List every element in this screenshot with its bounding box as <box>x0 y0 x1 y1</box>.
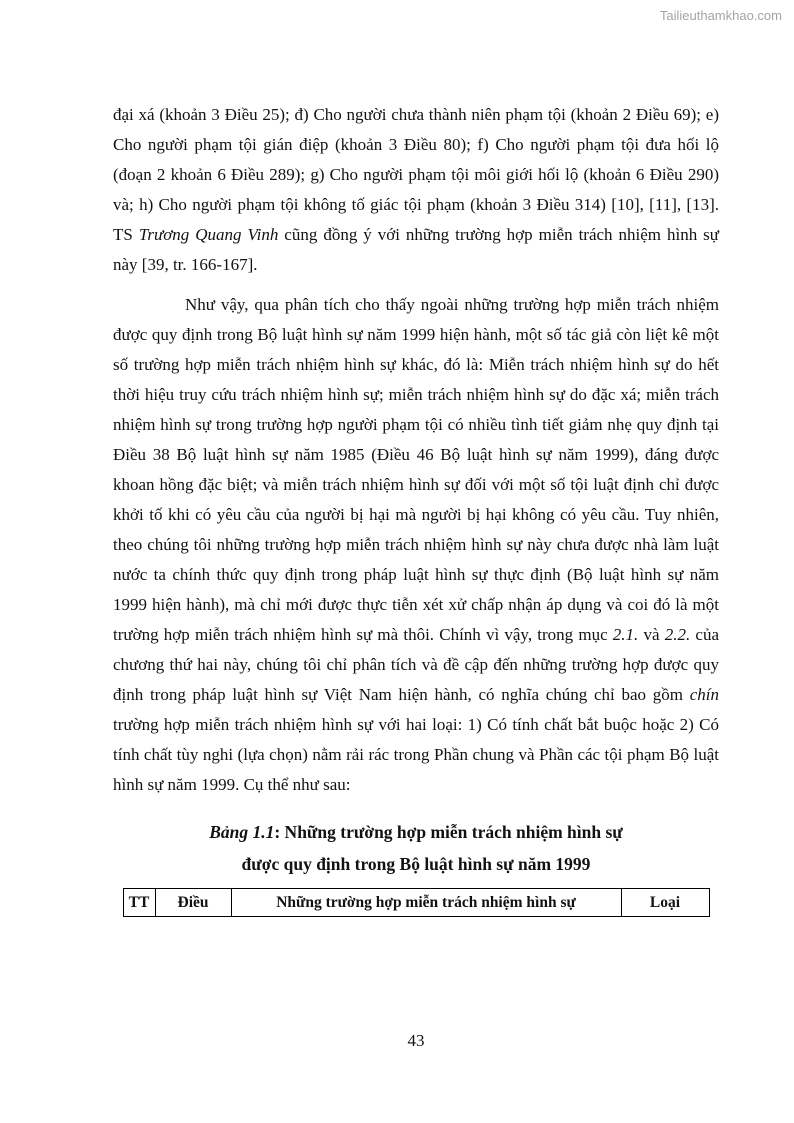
p1-text-1: đại xá (khoản 3 Điều 25); đ) Cho người chưa thành niên phạm tội (khoản 2 Điều 69); e) Cho người phạm tội gián điệp (khoản 3 Điều 80); f) Cho người phạm tội đưa hối lộ (đoạn 2 khoản 6 Điều 289); g) Cho người phạm tội môi giới hối lộ (khoản 6 Điều 290) và; h) Cho người phạm tội không tố giác tội phạm (khoản 3 Điều 314) [10], [11], [13]. TS <box>113 105 719 244</box>
watermark-text: Tailieuthamkhao.com <box>659 8 782 23</box>
table-head <box>123 889 709 917</box>
p1-author-name: Trương Quang Vinh <box>138 225 279 244</box>
p2-text-4: trường hợp miễn trách nhiệm hình sự với hai loại: 1) Có tính chất bắt buộc hoặc 2) Có tính chất tùy nghi (lựa chọn) nằm rải rác trong Phần chung và Phần các tội phạm Bộ luật hình sự năm 1999. Cụ thể như sau: <box>113 715 719 794</box>
p2-section-ref-1: 2.1. <box>612 625 639 644</box>
page-number: 43 <box>407 1031 425 1050</box>
p2-text-2: và <box>638 625 665 644</box>
table-header-cases: Những trường hợp miễn trách nhiệm hình sự <box>231 889 621 917</box>
page-content <box>113 100 719 917</box>
table-header-tt: TT <box>123 889 155 917</box>
table-caption-title: : Những trường hợp miễn trách nhiệm hình sự <box>274 822 623 842</box>
table-caption <box>113 816 719 880</box>
table-caption-line1 <box>113 816 719 848</box>
p2-text-3: của chương thứ hai này, chúng tôi chỉ phân tích và đề cập đến những trường hợp được quy định trong pháp luật hình sự Việt Nam hiện hành, có nghĩa chúng chỉ bao gồm <box>113 625 719 704</box>
paragraph-analysis <box>113 290 719 800</box>
paragraph-continuation <box>113 100 719 280</box>
table-header-row <box>123 889 709 917</box>
table-header-loai: Loại <box>621 889 709 917</box>
table-caption-label: Bảng 1.1 <box>209 822 275 842</box>
p1-text-2: cũng đồng ý với những trường hợp miễn trách nhiệm hình sự này [39, tr. 166-167]. <box>113 225 719 274</box>
p2-text-1: Như vậy, qua phân tích cho thấy ngoài những trường hợp miễn trách nhiệm được quy định trong Bộ luật hình sự năm 1999 hiện hành, một số tác giả còn liệt kê một số trường hợp miễn trách nhiệm hình sự khác, đó là: Miễn trách nhiệm hình sự do hết thời hiệu truy cứu trách nhiệm hình sự; miễn trách nhiệm hình sự do đặc xá; miễn trách nhiệm hình sự trong trường hợp người phạm tội có nhiều tình tiết giảm nhẹ quy định tại Điều 38 Bộ luật hình sự năm 1985 (Điều 46 Bộ luật hình sự năm 1999), đáng được khoan hồng đặc biệt; và miễn trách nhiệm hình sự đối với một số tội luật định chỉ được khởi tố khi có yêu cầu của người bị hại mà người bị hại không có yêu cầu. Tuy nhiên, theo chúng tôi những trường hợp miễn trách nhiệm hình sự này chưa được nhà làm luật nước ta chính thức quy định trong pháp luật hình sự thực định (Bộ luật hình sự năm 1999 hiện hành), mà chỉ mới được thực tiễn xét xử chấp nhận áp dụng và coi đó là một trường hợp miễn trách nhiệm hình sự mà thôi. Chính vì vậy, trong mục <box>113 295 719 644</box>
p2-section-ref-2: 2.2. <box>664 625 691 644</box>
table-caption-line2: được quy định trong Bộ luật hình sự năm 1999 <box>241 854 591 874</box>
table-header-dieu: Điều <box>155 889 231 917</box>
exemption-cases-table <box>123 888 710 917</box>
p2-emphasis-chin: chín <box>689 685 719 704</box>
